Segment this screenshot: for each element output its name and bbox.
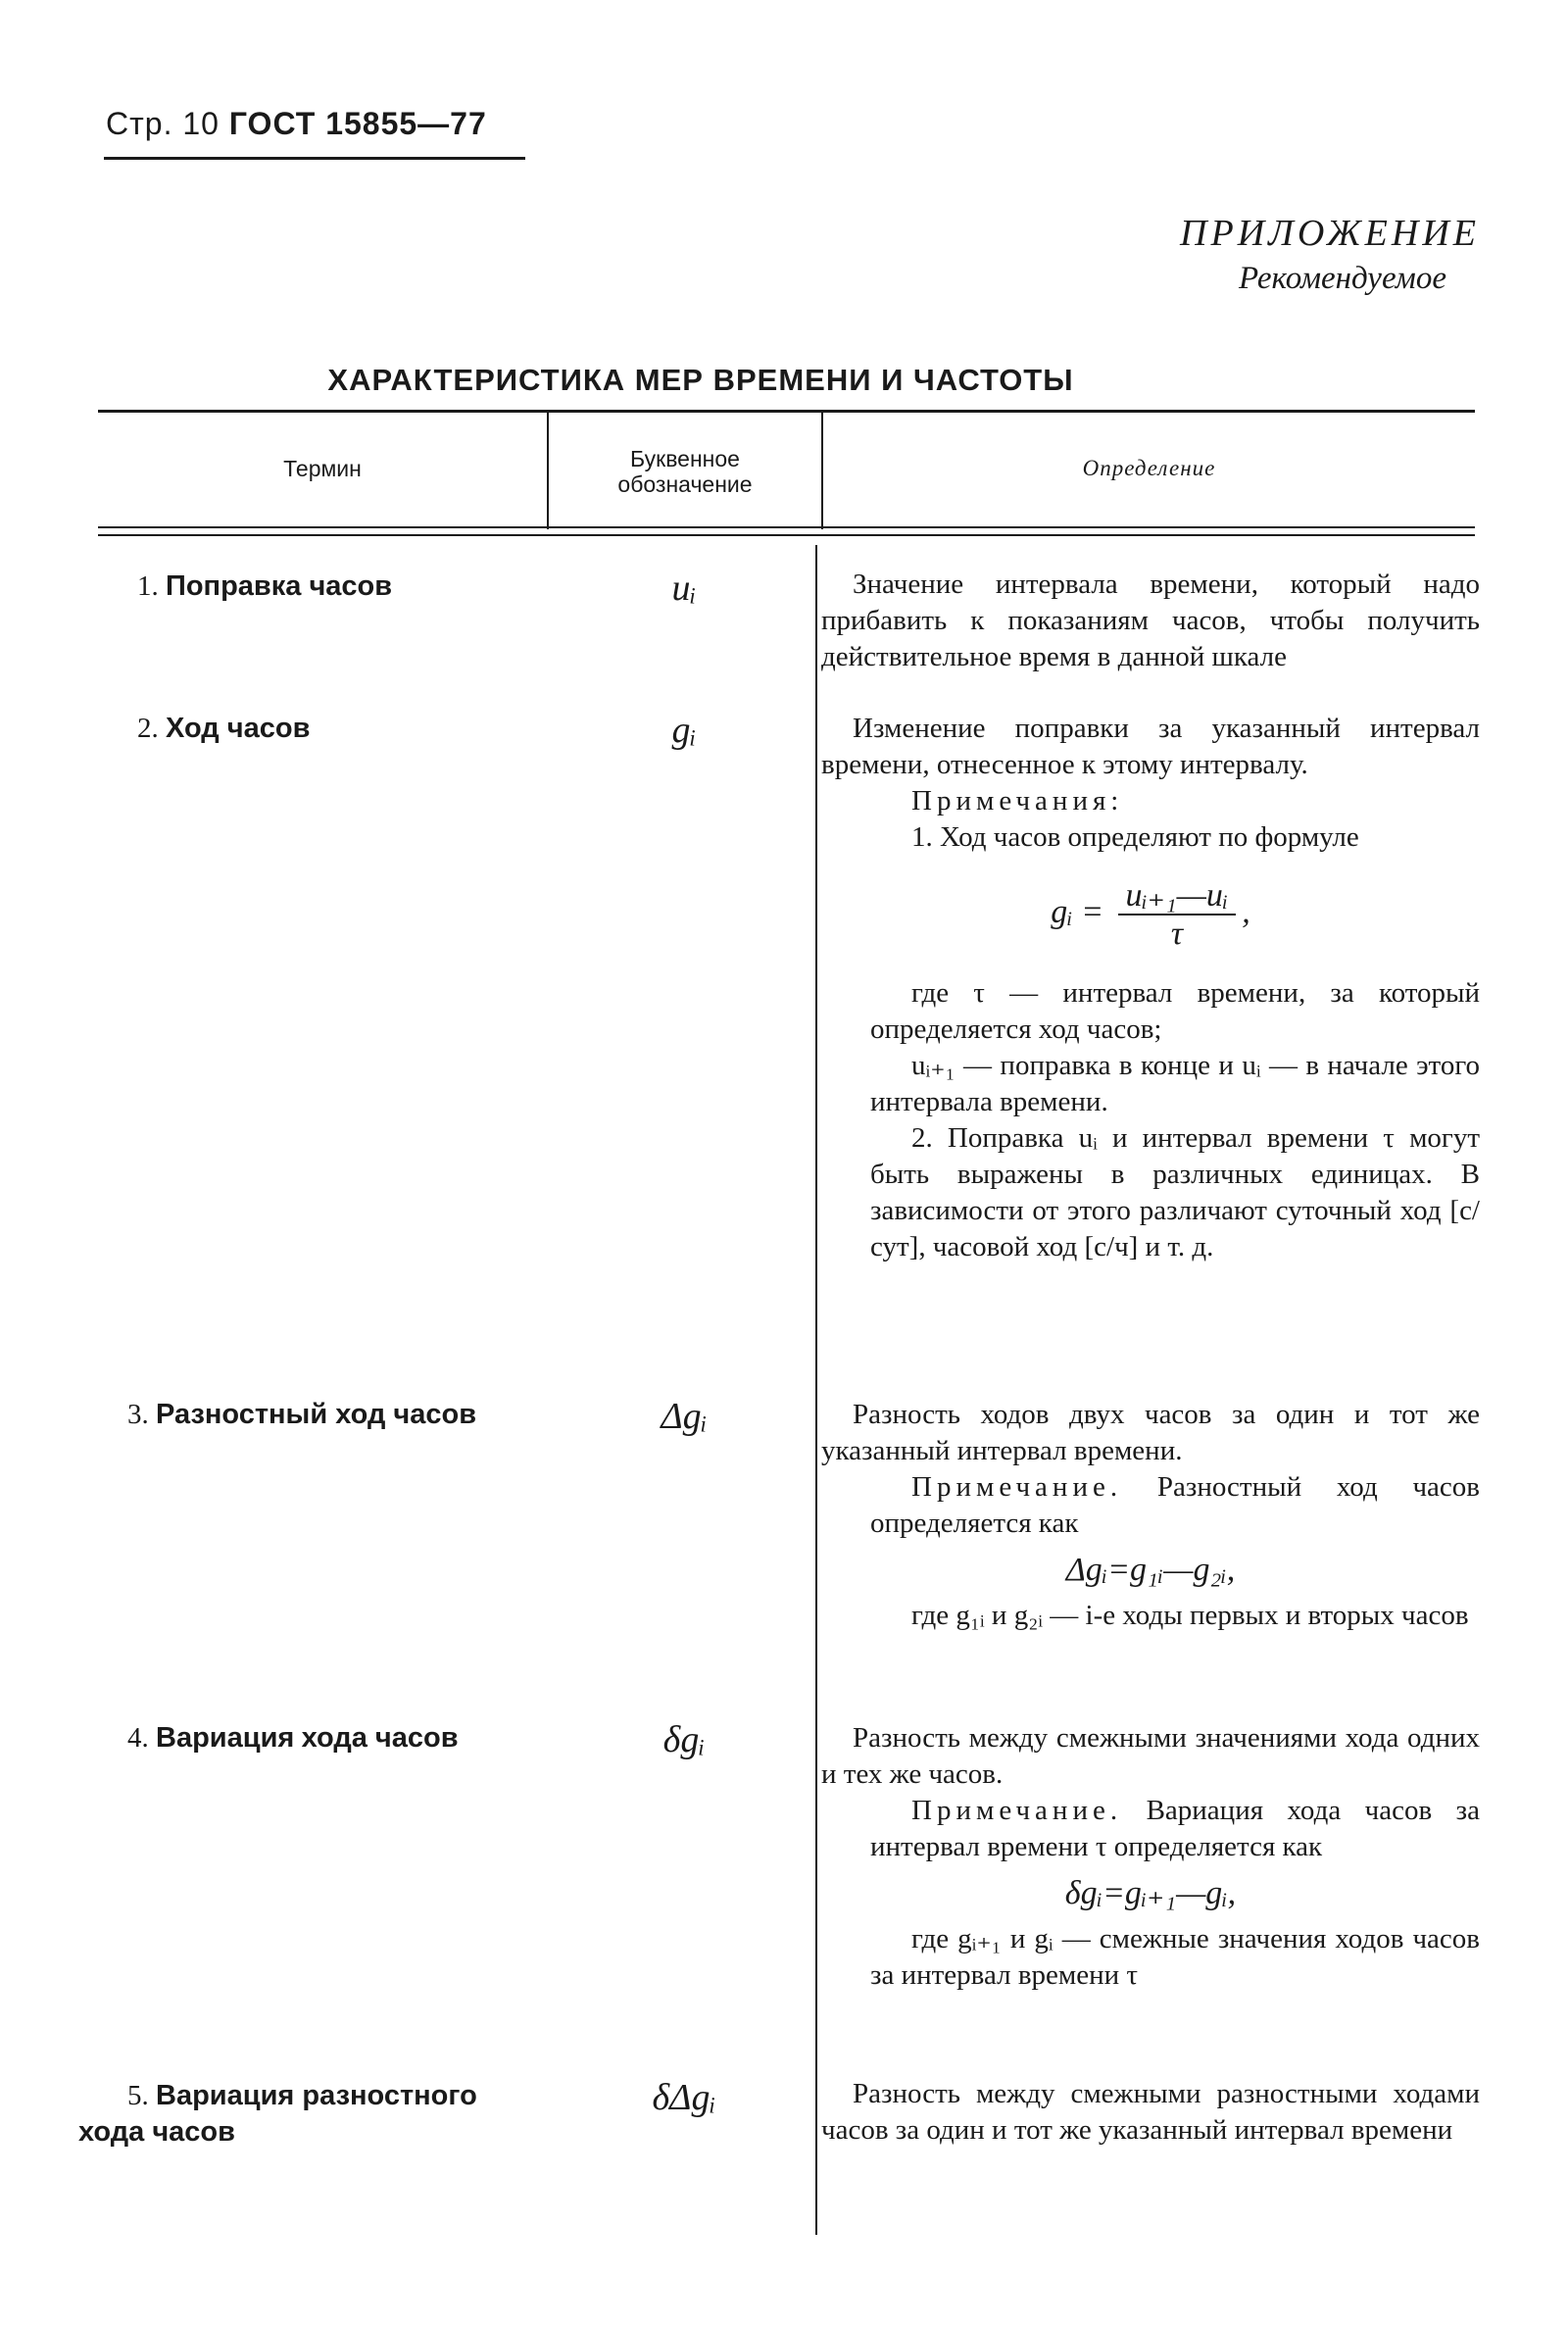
note-label: Примечание.	[911, 1795, 1123, 1826]
definition-2	[821, 711, 1480, 1265]
formula-variation: δgᵢ=gᵢ₊₁—gᵢ,	[1064, 1875, 1237, 1911]
definition-text: Разность ходов двух часов за один и тот же указанный интервал времени.	[821, 1399, 1480, 1466]
formula-diff-rate: Δgᵢ=g₁ᵢ—g₂ᵢ,	[1065, 1552, 1236, 1588]
term-number: 4.	[127, 1722, 149, 1754]
body-divider	[815, 545, 817, 2235]
symbol-1: uᵢ	[671, 568, 697, 609]
column-header-symbol-line1: Буквенное	[630, 446, 740, 471]
appendix-label	[1180, 212, 1480, 297]
table-top-rule	[98, 410, 1475, 413]
term-name: Разностный ход часов	[156, 1399, 477, 1430]
term-name: Вариация	[156, 1722, 295, 1754]
header-rule	[104, 157, 525, 160]
note-text: Разностный ход часов определяется как	[870, 1471, 1480, 1539]
appendix-title: ПРИЛОЖЕНИЕ	[1180, 213, 1480, 254]
appendix-subtitle: Рекомендуемое	[1238, 261, 1446, 296]
definition-text: Разность между смежными разностными ходами часов за один и тот же указанный интервал времени	[821, 2078, 1480, 2146]
term-4	[78, 1720, 524, 1756]
column-header-symbol-line2: обозначение	[617, 471, 753, 497]
column-header-definition: Определение	[1082, 456, 1216, 480]
formula-rate: gᵢ = $\frac{\text{uᵢ₊₁—uᵢ}}{\tau}$ ,	[1051, 877, 1250, 952]
term-name: Вариация разностного хода часов	[78, 2080, 477, 2148]
formula-lhs: gᵢ =	[1051, 893, 1104, 930]
term-name: Поправка часов	[166, 570, 393, 602]
formula-denominator: τ	[1170, 915, 1183, 952]
formula-fraction	[1118, 877, 1237, 952]
header-bottom-rule-2	[98, 534, 1475, 536]
note-label: Примечания:	[911, 785, 1124, 816]
definition-5	[821, 2076, 1480, 2149]
term-3	[78, 1397, 524, 1433]
where-text: где τ — интервал времени, за который определяется ход часов;	[870, 977, 1480, 1045]
note	[821, 1469, 1480, 1542]
term-2	[78, 711, 524, 747]
definition-text: Значение интервала времени, который надо прибавить к показаниям часов, чтобы получить действительное время в данной шкале	[821, 569, 1480, 672]
term-number: 3.	[127, 1399, 149, 1430]
table-title: ХАРАКТЕРИСТИКА МЕР ВРЕМЕНИ И ЧАСТОТЫ	[327, 363, 1074, 397]
term-number: 5.	[127, 2080, 149, 2111]
page-header	[106, 106, 487, 142]
note-text: 1. Ход часов определяют по формуле	[911, 821, 1359, 853]
note-label: Примечание.	[911, 1471, 1123, 1503]
symbol-5: δΔgᵢ	[652, 2077, 716, 2118]
page-number: Стр. 10	[106, 106, 220, 141]
definition-text: Разность между смежными значениями хода одних и тех же часов.	[821, 1722, 1480, 1790]
where-text: где gᵢ₊₁ и gᵢ — смежные значения ходов часов за интервал времени τ	[870, 1923, 1480, 1991]
note	[821, 1793, 1480, 1865]
column-header-symbol	[549, 446, 821, 497]
definition-text: Изменение поправки за указанный интервал времени, отнесенное к этому интервалу.	[821, 713, 1480, 780]
note-text: 2. Поправка uᵢ и интервал времени τ могут быть выражены в различных единицах. В зависимости от этого различают суточный ход [с/сут], часовой ход [с/ч] и т. д.	[870, 1122, 1480, 1262]
symbol-4: δgᵢ	[662, 1719, 706, 1760]
column-header-term: Термин	[283, 456, 362, 481]
definition-4	[821, 1720, 1480, 1994]
where-text: uᵢ₊₁ — поправка в конце и uᵢ — в начале этого интервала времени.	[870, 1050, 1480, 1117]
note-text: Вариация хода часов за интервал времени τ определяется как	[870, 1795, 1480, 1862]
term-number: 2.	[137, 713, 159, 744]
term-number: 1.	[137, 570, 159, 602]
term-name-rest: хода часов	[301, 1722, 459, 1754]
term-name: Ход часов	[166, 713, 311, 744]
term-1	[78, 569, 524, 605]
header-bottom-rule-1	[98, 526, 1475, 528]
term-5	[78, 2078, 524, 2151]
symbol-2: gᵢ	[671, 710, 697, 751]
definition-1	[821, 567, 1480, 675]
where-text: где g₁ᵢ и g₂ᵢ — i-е ходы первых и вторых часов	[911, 1600, 1469, 1631]
symbol-3: Δgᵢ	[661, 1396, 708, 1437]
formula-numerator: uᵢ₊₁—uᵢ	[1118, 877, 1237, 915]
definition-3	[821, 1397, 1480, 1634]
standard-number: ГОСТ 15855—77	[228, 106, 487, 141]
